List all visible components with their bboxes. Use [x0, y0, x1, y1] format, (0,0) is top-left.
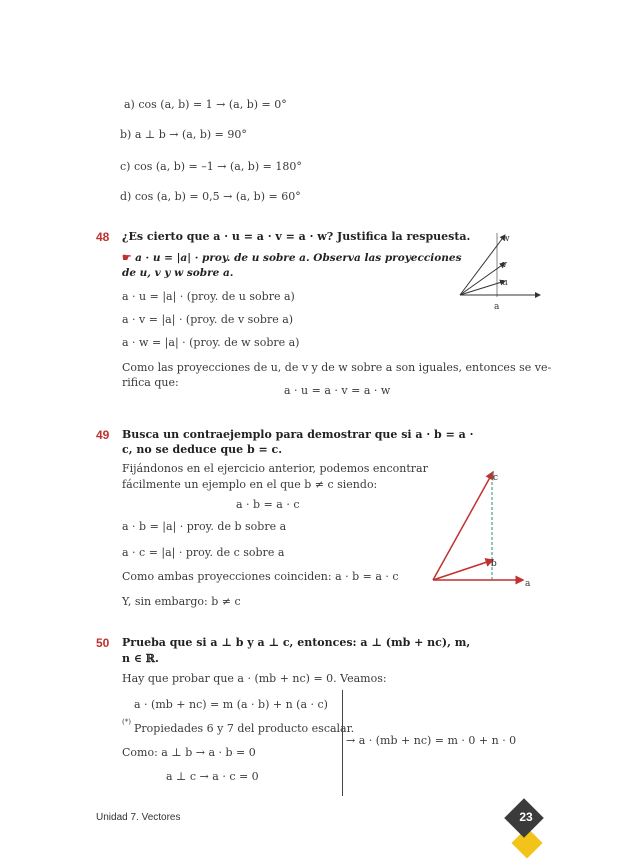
item-a: a) cos (a, b) = 1 → (a, b) = 0°	[124, 98, 287, 111]
ex49-line-3: Como ambas proyecciones coinciden: a · b = a · c	[122, 570, 399, 583]
item-b: b) a ⊥ b → (a, b) = 90°	[120, 128, 247, 141]
exercise-48-hint-line1	[122, 252, 462, 264]
exercise-48-hint-line2: de u, v y w sobre a.	[122, 267, 234, 279]
item-c: c) cos (a, b) = –1 → (a, b) = 180°	[120, 160, 302, 173]
label-c: c	[493, 473, 499, 483]
exercise-48-number: 48	[96, 230, 110, 244]
vector-u	[460, 281, 505, 295]
exercise-48-question: ¿Es cierto que a · u = a · v = a · w? Justifica la respuesta.	[122, 230, 471, 243]
footer-unit: Unidad 7. Vectores	[96, 812, 181, 823]
hint-text: a · u = |a| · proy. de u sobre a. Observa las proyecciones	[135, 252, 462, 264]
ex49-vector-figure	[425, 462, 540, 592]
item-d: d) cos (a, b) = 0,5 → (a, b) = 60°	[120, 190, 301, 203]
ex50-star: (*)	[122, 718, 131, 726]
exercise-50-number: 50	[96, 636, 110, 650]
ex48-line-v: a · v = |a| · (proy. de v sobre a)	[122, 313, 294, 326]
pointing-hand-icon: ☛	[122, 252, 132, 264]
exercise-49-question-1: Busca un contraejemplo para demostrar que si a · b = a ·	[122, 428, 474, 441]
ex49-text-1: Fijándonos en el ejercicio anterior, podemos encontrar	[122, 462, 428, 475]
ex49-eq-center: a · b = a · c	[236, 498, 300, 511]
ex48-vector-figure	[450, 225, 550, 315]
ex50-line-4: Como: a ⊥ b → a · b = 0	[122, 746, 256, 759]
label-a: a	[525, 579, 531, 589]
label-u: u	[502, 278, 508, 288]
vector-v	[460, 263, 505, 295]
ex48-result: a · u = a · v = a · w	[284, 384, 391, 397]
exercise-49-question-2: c, no se deduce que b = c.	[122, 443, 283, 456]
exercise-50-question-2: n ∈ ℝ.	[122, 652, 159, 665]
ex49-line-4: Y, sin embargo: b ≠ c	[122, 595, 241, 608]
exercise-49-number: 49	[96, 428, 110, 442]
page-number: 23	[519, 810, 533, 824]
ex50-right-result: → a · (mb + nc) = m · 0 + n · 0	[346, 734, 517, 747]
label-v: v	[502, 260, 508, 270]
ex48-conclusion-2: rifica que:	[122, 376, 179, 389]
label-a: a	[494, 302, 500, 312]
ex50-line-2: a · (mb + nc) = m (a · b) + n (a · c)	[134, 698, 328, 711]
right-brace	[336, 690, 343, 796]
ex49-line-1: a · b = |a| · proy. de b sobre a	[122, 520, 287, 533]
vector-c	[433, 472, 493, 580]
page-number-badge	[506, 800, 546, 840]
ex48-conclusion-1: Como las proyecciones de u, de v y de w sobre a son iguales, entonces se ve-	[122, 361, 552, 374]
ex48-line-w: a · w = |a| · (proy. de w sobre a)	[122, 336, 300, 349]
exercise-50-question-1: Prueba que si a ⊥ b y a ⊥ c, entonces: a ⊥ (mb + nc), m,	[122, 636, 471, 649]
ex50-line-1: Hay que probar que a · (mb + nc) = 0. Veamos:	[122, 672, 387, 685]
label-w: w	[502, 234, 510, 244]
vector-w	[460, 235, 505, 295]
ex48-line-u: a · u = |a| · (proy. de u sobre a)	[122, 290, 295, 303]
label-b: b	[491, 559, 497, 569]
ex49-line-2: a · c = |a| · proy. de c sobre a	[122, 546, 285, 559]
ex50-line-3: Propiedades 6 y 7 del producto escalar.	[134, 722, 355, 735]
ex49-text-2: fácilmente un ejemplo en el que b ≠ c siendo:	[122, 478, 378, 491]
ex50-line-5: a ⊥ c → a · c = 0	[166, 770, 259, 783]
